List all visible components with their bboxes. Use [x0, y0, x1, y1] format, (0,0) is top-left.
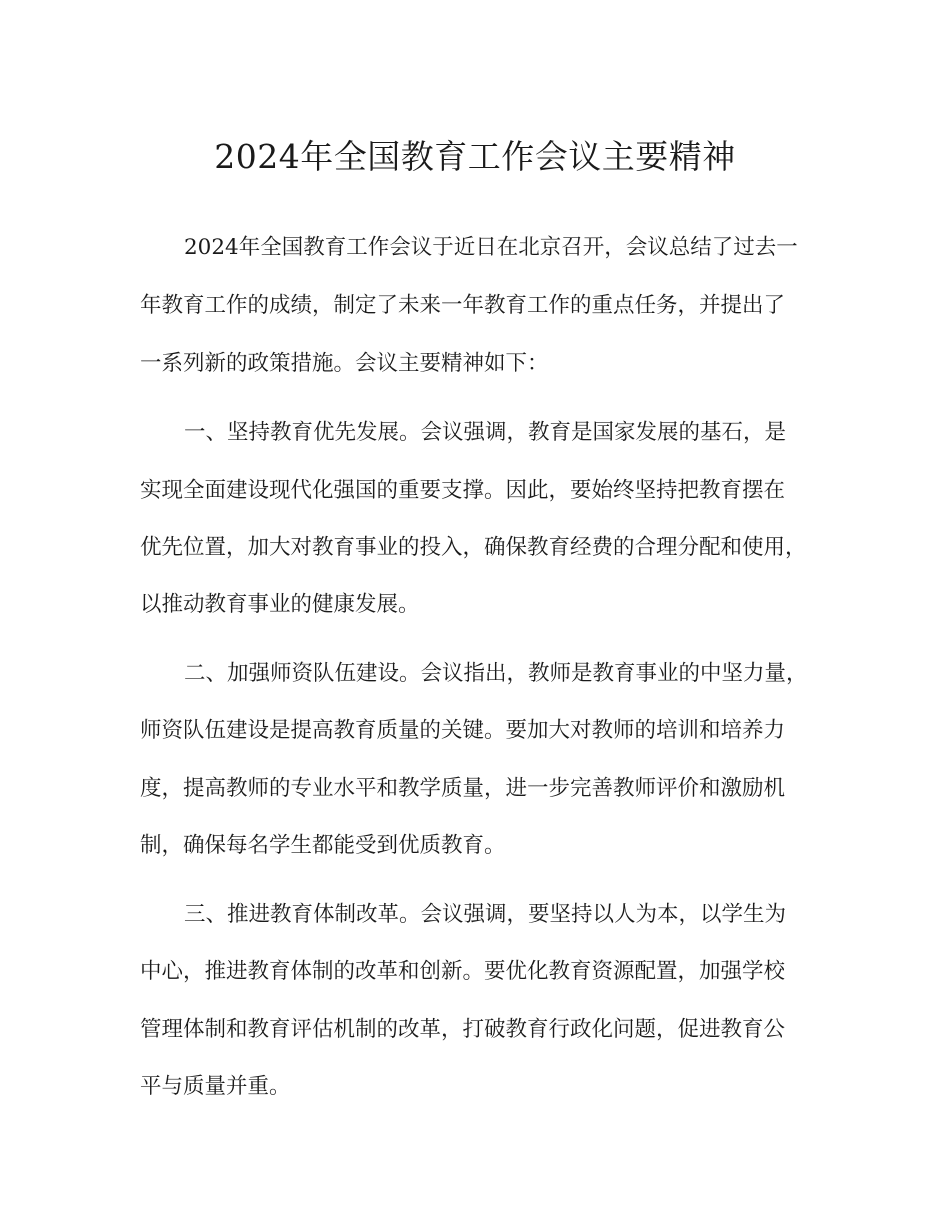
paragraph-1-line-2: 年教育工作的成绩，制定了未来一年教育工作的重点任务，并提出了	[140, 293, 786, 318]
paragraph-2-line-1: 一、坚持教育优先发展。会议强调，教育是国家发展的基石，是	[184, 420, 787, 445]
document-title: 2024年全国教育工作会议主要精神	[214, 137, 736, 176]
paragraph-3-line-1: 二、加强师资队伍建设。会议指出，教师是教育事业的中坚力量，	[184, 661, 808, 686]
paragraph-3-line-2: 师资队伍建设是提高教育质量的关键。要加大对教师的培训和培养力	[140, 718, 786, 743]
paragraph-1-line-1: 2024年全国教育工作会议于近日在北京召开，会议总结了过去一	[184, 235, 798, 260]
paragraph-1-line-3: 一系列新的政策措施。会议主要精神如下：	[140, 351, 549, 376]
paragraph-4-line-2: 中心，推进教育体制的改革和创新。要优化教育资源配置，加强学校	[140, 959, 786, 984]
paragraph-2-line-2: 实现全面建设现代化强国的重要支撑。因此，要始终坚持把教育摆在	[140, 478, 786, 503]
paragraph-2-line-3: 优先位置，加大对教育事业的投入，确保教育经费的合理分配和使用，	[140, 535, 807, 560]
paragraph-4-line-3: 管理体制和教育评估机制的改革，打破教育行政化问题，促进教育公	[140, 1017, 786, 1042]
paragraph-4-line-1: 三、推进教育体制改革。会议强调，要坚持以人为本，以学生为	[184, 902, 787, 927]
paragraph-4-line-4: 平与质量并重。	[140, 1074, 291, 1099]
paragraph-2-line-4: 以推动教育事业的健康发展。	[140, 592, 420, 617]
paragraph-3-line-3: 度，提高教师的专业水平和教学质量，进一步完善教师评价和激励机	[140, 776, 786, 801]
paragraph-3-line-4: 制，确保每名学生都能受到优质教育。	[140, 833, 506, 858]
